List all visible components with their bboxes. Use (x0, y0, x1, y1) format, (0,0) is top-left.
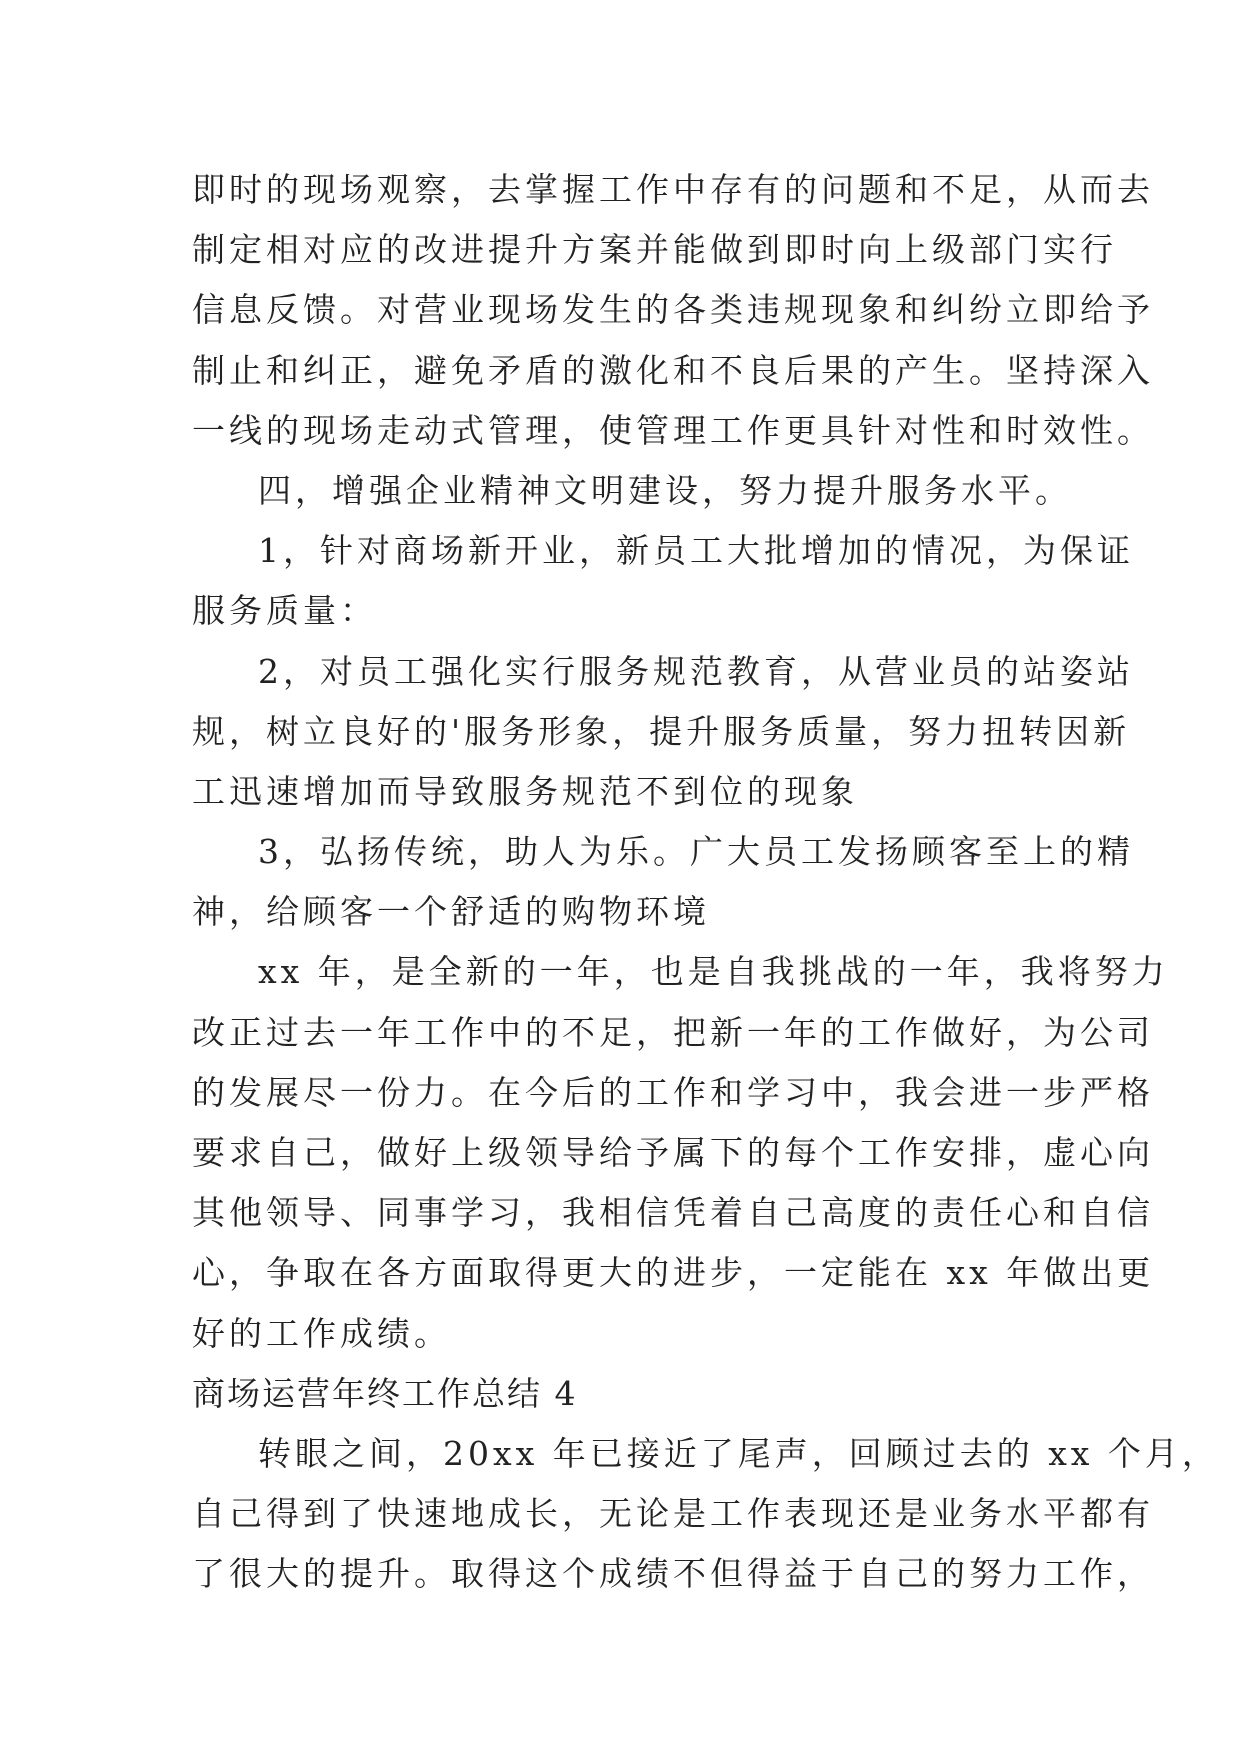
paragraph-line: 工迅速增加而导致服务规范不到位的现象 (192, 771, 858, 811)
paragraph-start: 转眼之间，20xx 年已接近了尾声，回顾过去的 xx 个月， (258, 1433, 1219, 1473)
paragraph-line: 制止和纠正，避免矛盾的激化和不良后果的产生。坚持深入 (192, 350, 1154, 390)
paragraph-line: 要求自己，做好上级领导给予属下的每个工作安排，虚心向 (192, 1133, 1154, 1172)
list-item-3: 3，弘扬传统，助人为乐。广大员工发扬顾客至上的精 (258, 832, 1134, 872)
section-heading-four: 四，增强企业精神文明建设，努力提升服务水平。 (258, 470, 1072, 510)
paragraph-line: 神，给顾客一个舒适的购物环境 (192, 892, 710, 932)
paragraph-line: 一线的现场走动式管理，使管理工作更具针对性和时效性。 (192, 410, 1154, 450)
paragraph-line: 好的工作成绩。 (192, 1313, 451, 1353)
paragraph-line: 信息反馈。对营业现场发生的各类违规现象和纠纷立即给予 (192, 290, 1154, 330)
list-item-2: 2，对员工强化实行服务规范教育，从营业员的站姿站 (258, 651, 1134, 691)
paragraph-line: 即时的现场观察，去掌握工作中存有的问题和不足，从而去 (192, 170, 1154, 209)
paragraph-line: 了很大的提升。取得这个成绩不但得益于自己的努力工作， (192, 1554, 1154, 1594)
paragraph-line: 改正过去一年工作中的不足，把新一年的工作做好，为公司 (192, 1012, 1154, 1052)
paragraph-line: 自己得到了快速地成长，无论是工作表现还是业务水平都有 (192, 1494, 1154, 1534)
paragraph-line: 心，争取在各方面取得更大的进步，一定能在 xx 年做出更 (192, 1253, 1155, 1293)
document-body (192, 160, 1219, 1605)
paragraph-line: 服务质量： (192, 591, 377, 631)
list-item-1: 1，针对商场新开业，新员工大批增加的情况，为保证 (258, 531, 1134, 571)
paragraph-line: 规，树立良好的'服务形象，提升服务质量，努力扭转因新 (192, 711, 1131, 751)
paragraph-start: xx 年，是全新的一年，也是自我挑战的一年，我将努力 (258, 952, 1169, 992)
paragraph-line: 制定相对应的改进提升方案并能做到即时向上级部门实行 (192, 230, 1117, 270)
section-title: 商场运营年终工作总结 4 (192, 1373, 578, 1413)
paragraph-line: 其他领导、同事学习，我相信凭着自己高度的责任心和自信 (192, 1193, 1154, 1233)
paragraph-line: 的发展尽一份力。在今后的工作和学习中，我会进一步严格 (192, 1072, 1154, 1112)
